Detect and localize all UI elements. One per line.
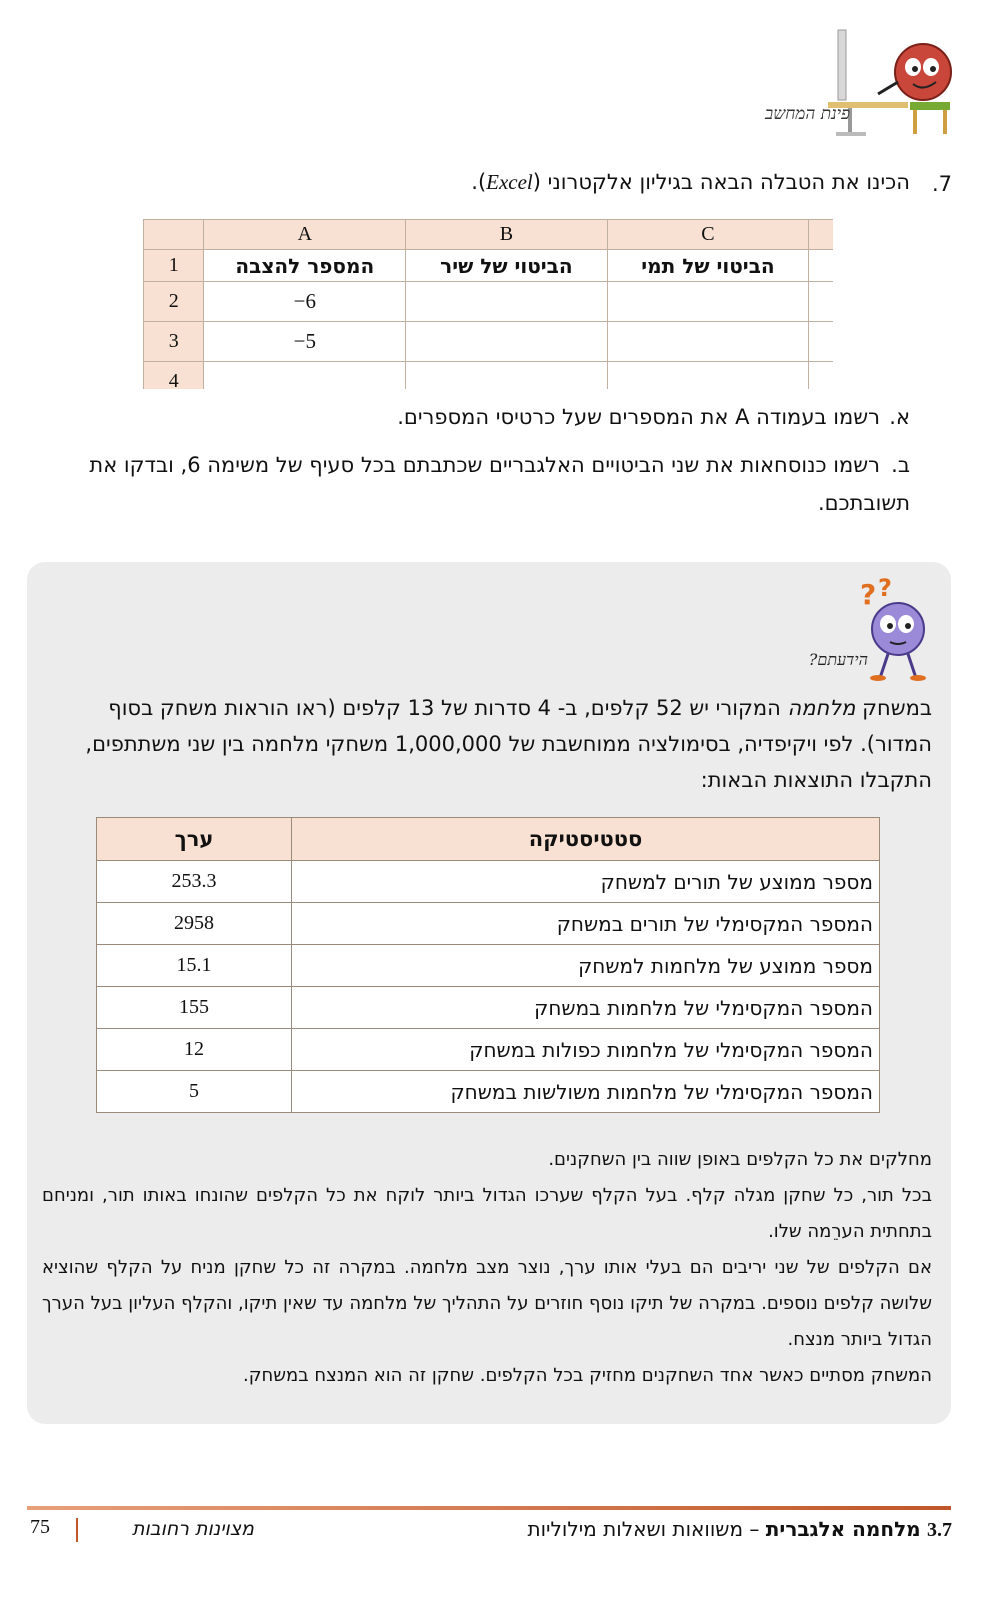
rule-paragraph: המשחק מסתיים כאשר אחד השחקנים מחזיק בכל הקלפים. שחקן זה הוא המנצח במשחק. [243,1365,932,1386]
cell-a3: 5− [204,322,406,362]
table-row [97,903,880,945]
question-text: הכינו את הטבלה הבאה בגיליון אלקטרוני (Excel). [471,170,910,194]
header-statistic: סטטיסטיקה [292,818,880,861]
svg-text:?: ? [878,574,892,602]
stat-label: מספר ממוצע של תורים למשחק [292,861,880,903]
page-number: 75 [30,1516,50,1538]
stat-label: המספר המקסימלי של תורים במשחק [292,903,880,945]
item-b-letter: ב. [891,453,910,477]
cell-a2: 6− [204,282,406,322]
corner-cell [144,220,204,250]
cell-b4 [406,362,608,390]
cell-b2 [406,282,608,322]
row-header-4: 4 [144,362,204,390]
stat-value: 5 [97,1071,292,1113]
table-row [97,987,880,1029]
footer-book-name: מצוינות רחובות [132,1518,254,1540]
cell-b1: הביטוי של שיר [406,250,608,282]
column-header-a: A [204,220,406,250]
stat-value: 155 [97,987,292,1029]
game-rules [42,1142,932,1394]
stat-value: 15.1 [97,945,292,987]
table-row [97,861,880,903]
table-row [97,1029,880,1071]
table-row [97,1071,880,1113]
stat-value: 12 [97,1029,292,1071]
did-you-know-caption: הידעתם? [808,650,868,669]
spreadsheet-table [143,219,833,389]
computer-corner-caption: פינת המחשב [765,104,850,124]
row-header-1: 1 [144,250,204,282]
cell-c1: הביטוי של תמי [607,250,809,282]
cell-c2 [607,282,809,322]
computer-mascot-icon [818,22,968,142]
stat-label: המספר המקסימלי של מלחמות משולשות במשחק [292,1071,880,1113]
cell-a1: המספר להצבה [204,250,406,282]
stat-label: מספר ממוצע של מלחמות למשחק [292,945,880,987]
stat-value: 2958 [97,903,292,945]
item-a [397,398,910,436]
statistics-table [96,817,880,1113]
column-header-c: C [607,220,809,250]
footer-section-title: 3.7 מלחמה אלגברית – משוואות ושאלות מילוליות [527,1517,952,1541]
cell-c4 [607,362,809,390]
cell-b3 [406,322,608,362]
column-header-b: B [406,220,608,250]
footer-separator [76,1518,78,1542]
item-a-text: רשמו בעמודה A את המספרים שעל כרטיסי המספרים. [397,405,880,429]
panel-intro-text: במשחק מלחמה המקורי יש 52 קלפים, ב- 4 סדרות של 13 קלפים (ראו הוראות משחק בסוף המדור). לפי ויקיפדיה, בסימולציה ממוחשבת של 1,000,000 משחקי מלחמה בין שני משתתפים, התקבלו התוצאות הבאות: [85,696,932,792]
item-b-text: רשמו כנוסחאות את שני הביטויים האלגבריים שכתבתם בכל סעיף של משימה 6, ובדקו את תשובתכם. [89,453,910,515]
footer-divider [27,1506,951,1510]
rule-paragraph: מחלקים את כל הקלפים באופן שווה בין השחקנים. [548,1149,932,1170]
cell-c3 [607,322,809,362]
stat-label: המספר המקסימלי של מלחמות במשחק [292,987,880,1029]
rule-paragraph: בכל תור, כל שחקן מגלה קלף. בעל הקלף שערכו הגדול ביותר לוקח את כל הקלפים שהונחו באותו תור, ומניחם בתחתית הערֵמה שלו. [42,1185,932,1242]
game-name: מלחמה [787,696,856,720]
svg-text:?: ? [860,578,877,611]
stat-value: 253.3 [97,861,292,903]
item-b [34,446,910,522]
row-header-3: 3 [144,322,204,362]
header-value: ערך [97,818,292,861]
question-number: .7 [931,172,952,196]
excel-word: Excel [486,170,533,194]
rule-paragraph: אם הקלפים של שני יריבים הם בעלי אותו ערך, נוצר מצב מלחמה. במקרה זה כל שחקן מניח על הקלף שהוציא שלושה קלפים נוספים. במקרה של תיקו נוסף חוזרים על התהליך של מלחמה עד שאין תיקו, והקלף העליון בעל הערך הגדול ביותר מנצח. [42,1257,932,1350]
row-header-2: 2 [144,282,204,322]
table-row [97,945,880,987]
cell-a4 [204,362,406,390]
stat-label: המספר המקסימלי של מלחמות כפולות במשחק [292,1029,880,1071]
item-a-letter: א. [889,405,910,429]
